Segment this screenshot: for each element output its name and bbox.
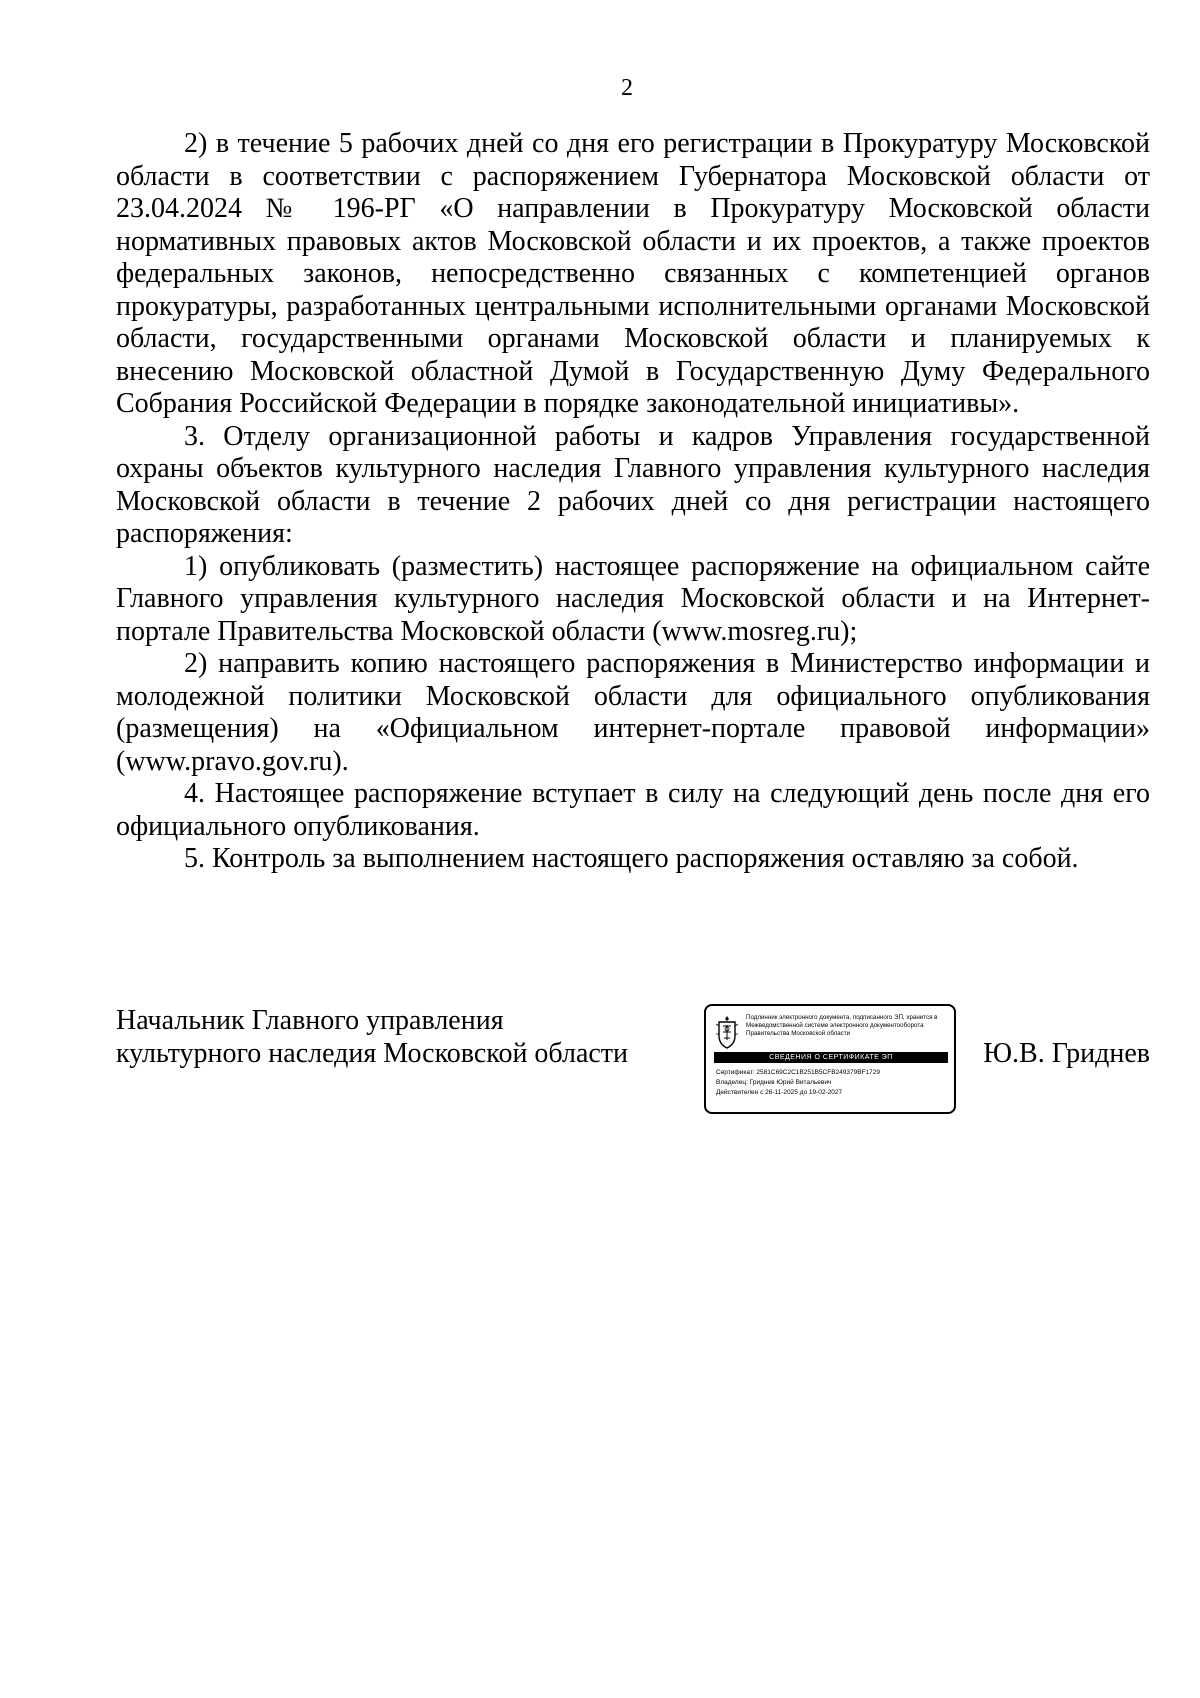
signature-block — [116, 1004, 1150, 1124]
paragraph: 2) в течение 5 рабочих дней со дня его регистрации в Прокуратуру Московской области в соответствии с распоряжением Губернатора Московской области от 23.04.2024 № 196-РГ «О направлении в Прокуратуру Московской области нормативных правовых актов Московской области и их проектов, а также проектов федеральных законов, непосредственно связанных с компетенцией органов прокуратуры, разработанных центральными исполнительными органами Московской области, государственными органами Московской области и планируемых к внесению Московской областной Думой в Государственную Думу Федерального Собрания Российской Федерации в порядке законодательной инициативы». — [116, 128, 1150, 419]
moscow-oblast-coat-of-arms-icon — [714, 1014, 740, 1050]
paragraph: 3. Отделу организационной работы и кадров Управления государственной охраны объектов культурного наследия Главного управления культурного наследия Московской области в течение 2 рабочих дней со дня регистрации настоящего распоряжения: — [116, 420, 1150, 549]
electronic-signature-stamp — [704, 1004, 956, 1114]
paragraph: 2) направить копию настоящего распоряжения в Министерство информации и молодежной политики Московской области для официального опубликования (размещения) на «Официальном интернет-портале правовой информации» (www.pravo.gov.ru). — [116, 648, 1150, 777]
certificate-validity: Действителен с 26-11-2025 до 19-02-2027 — [716, 1089, 843, 1096]
stamp-header: СВЕДЕНИЯ О СЕРТИФИКАТЕ ЭП — [714, 1052, 948, 1063]
signer-name: Ю.В. Гриднев — [983, 1038, 1150, 1069]
paragraph: 4. Настоящее распоряжение вступает в силу на следующий день после дня его официального опубликования. — [116, 778, 1150, 842]
certificate-number: Сертификат: 2581C69C2C1B251B5CFB249379BF1729 — [716, 1069, 881, 1076]
stamp-notice: Подлинник электронного документа, подписанного ЭП, хранится в Межведомственной системе электронного документооборота Правительства Московской области — [746, 1014, 938, 1037]
signer-position — [116, 1004, 628, 1070]
paragraph: 1) опубликовать (разместить) настоящее распоряжение на официальном сайте Главного управления культурного наследия Московской области и на Интернет-портале Правительства Московской области (www.mosreg.ru); — [116, 550, 1150, 647]
page-number: 2 — [621, 75, 633, 101]
signer-position-line: культурного наследия Московской области — [116, 1038, 629, 1069]
document-body — [116, 128, 1150, 876]
certificate-owner: Владелец: Гриднев Юрий Витальевич — [716, 1079, 832, 1086]
signer-position-line: Начальник Главного управления — [116, 1005, 504, 1036]
paragraph: 5. Контроль за выполнением настоящего распоряжения оставляю за собой. — [184, 843, 1079, 874]
